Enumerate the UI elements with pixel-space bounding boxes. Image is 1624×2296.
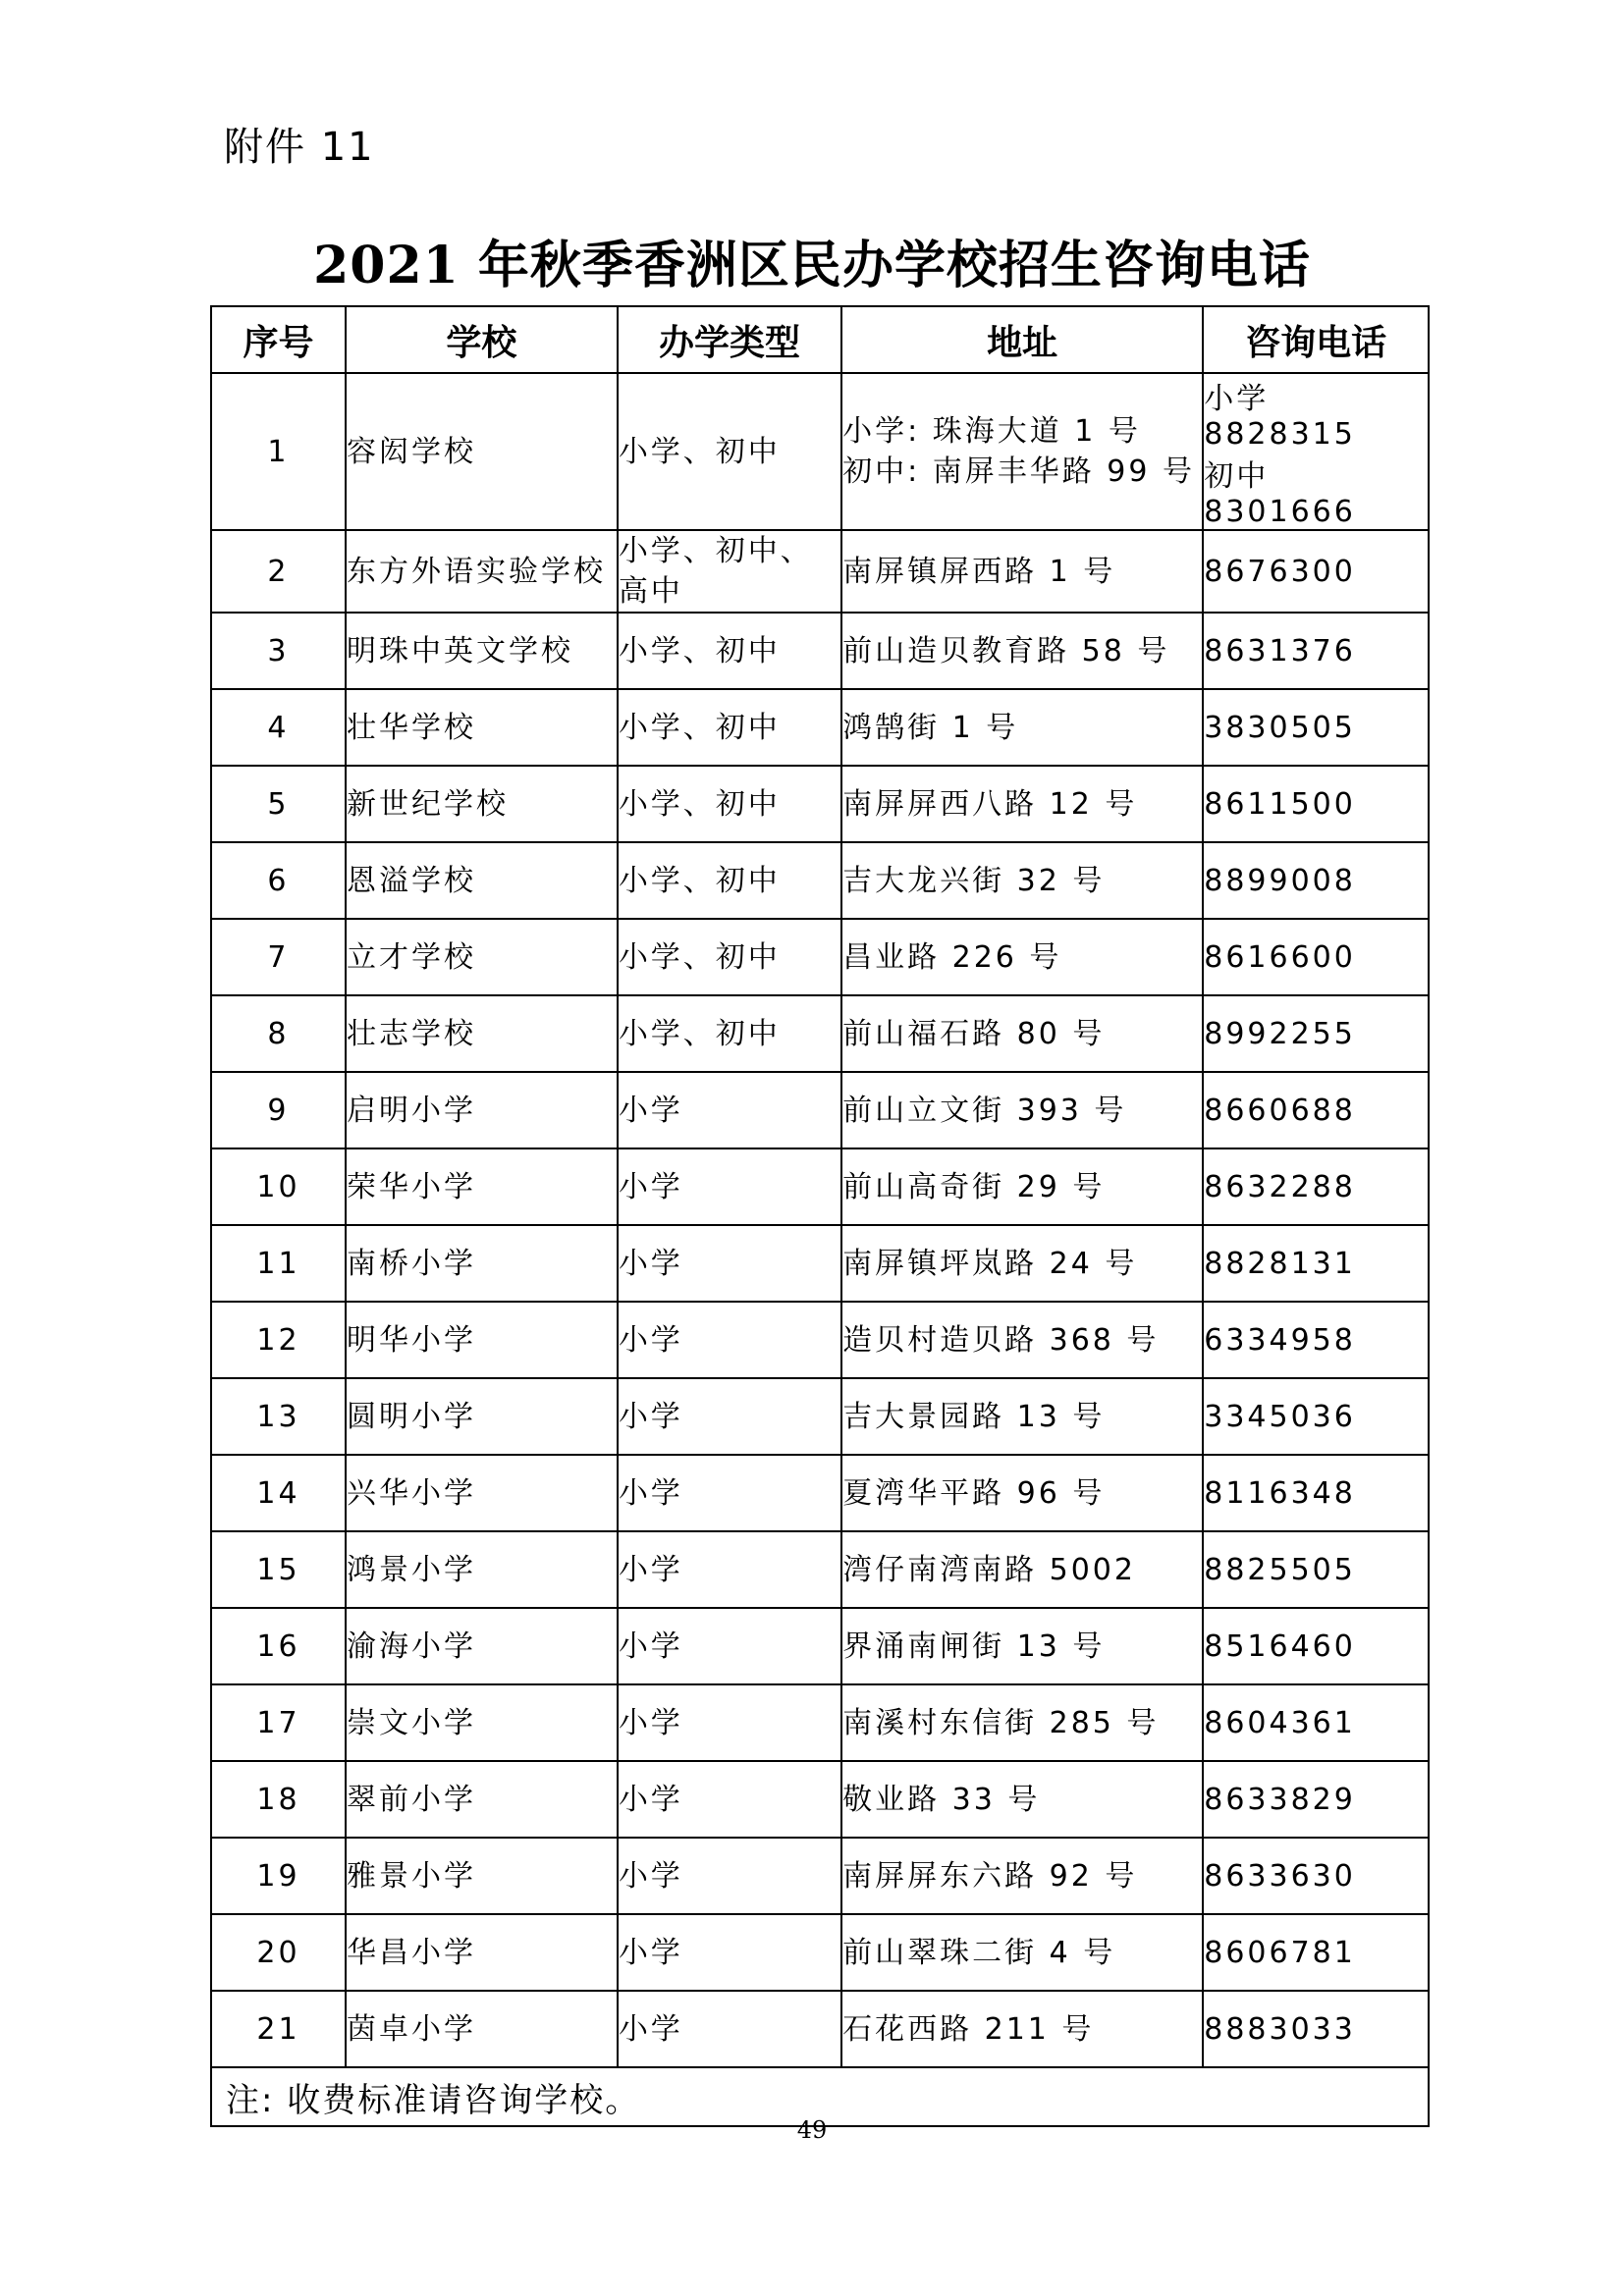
row-type: 小学 (618, 1608, 841, 1684)
phone-line: 8611500 (1204, 786, 1356, 822)
row-type: 小学 (618, 1148, 841, 1225)
header-school: 学校 (346, 306, 618, 373)
attachment-label: 附件 11 (224, 125, 375, 170)
table-row (211, 766, 1429, 842)
row-phone (1203, 1531, 1429, 1608)
row-school: 容闳学校 (346, 373, 618, 530)
phone-line: 8825505 (1204, 1552, 1356, 1587)
phone-line: 小学 8828315 (1204, 382, 1356, 452)
row-index: 14 (211, 1455, 346, 1531)
row-index: 9 (211, 1072, 346, 1148)
phone-line: 8633829 (1204, 1782, 1356, 1817)
row-school: 雅景小学 (346, 1838, 618, 1914)
row-type: 小学、初中 (618, 613, 841, 689)
row-address (841, 1761, 1203, 1838)
row-school: 茵卓小学 (346, 1991, 618, 2067)
row-address (841, 1378, 1203, 1455)
address-line: 前山高奇街 29 号 (842, 1169, 1106, 1204)
address-line: 前山翠珠二街 4 号 (842, 1935, 1116, 1970)
address-line: 昌业路 226 号 (842, 939, 1062, 975)
phone-line: 6334958 (1204, 1322, 1356, 1358)
table-row (211, 1225, 1429, 1302)
row-phone (1203, 1072, 1429, 1148)
phone-line: 8516460 (1204, 1629, 1356, 1664)
address-line: 南屏屏西八路 12 号 (842, 786, 1138, 822)
header-type: 办学类型 (618, 306, 841, 373)
phone-line: 初中 8301666 (1204, 459, 1356, 529)
address-line: 界涌南闸街 13 号 (842, 1629, 1106, 1664)
row-school: 华昌小学 (346, 1914, 618, 1991)
row-index: 5 (211, 766, 346, 842)
row-address (841, 1838, 1203, 1914)
row-type: 小学 (618, 1225, 841, 1302)
row-index: 18 (211, 1761, 346, 1838)
row-index: 13 (211, 1378, 346, 1455)
table-row (211, 1531, 1429, 1608)
table-row (211, 613, 1429, 689)
row-type: 小学 (618, 1684, 841, 1761)
row-phone (1203, 1225, 1429, 1302)
row-phone (1203, 1991, 1429, 2067)
row-phone (1203, 766, 1429, 842)
row-school: 南桥小学 (346, 1225, 618, 1302)
row-address (841, 842, 1203, 919)
address-line: 造贝村造贝路 368 号 (842, 1322, 1160, 1358)
row-school: 翠前小学 (346, 1761, 618, 1838)
table-row (211, 842, 1429, 919)
phone-line: 3345036 (1204, 1399, 1356, 1434)
row-phone (1203, 1148, 1429, 1225)
address-line: 前山福石路 80 号 (842, 1016, 1106, 1051)
row-address (841, 373, 1203, 530)
phone-line: 8606781 (1204, 1935, 1356, 1970)
row-index: 6 (211, 842, 346, 919)
row-school: 崇文小学 (346, 1684, 618, 1761)
row-address (841, 1991, 1203, 2067)
row-school: 启明小学 (346, 1072, 618, 1148)
row-school: 东方外语实验学校 (346, 530, 618, 613)
row-phone (1203, 1838, 1429, 1914)
address-line: 南屏镇屏西路 1 号 (842, 554, 1116, 589)
address-line: 石花西路 211 号 (842, 2011, 1095, 2047)
table-row (211, 373, 1429, 530)
header-phone: 咨询电话 (1203, 306, 1429, 373)
row-school: 兴华小学 (346, 1455, 618, 1531)
phone-line: 3830505 (1204, 710, 1356, 745)
phone-line: 8676300 (1204, 554, 1356, 589)
address-line: 前山立文街 393 号 (842, 1093, 1127, 1128)
table-row (211, 1684, 1429, 1761)
row-type: 小学、初中 (618, 373, 841, 530)
row-school: 恩溢学校 (346, 842, 618, 919)
row-type: 小学 (618, 1302, 841, 1378)
row-index: 16 (211, 1608, 346, 1684)
row-type: 小学、初中 (618, 919, 841, 995)
address-line: 鸿鹄街 1 号 (842, 710, 1019, 745)
header-address: 地址 (841, 306, 1203, 373)
row-index: 12 (211, 1302, 346, 1378)
table-row (211, 1838, 1429, 1914)
row-index: 11 (211, 1225, 346, 1302)
row-phone (1203, 1455, 1429, 1531)
address-line: 初中: 南屏丰华路 99 号 (842, 454, 1195, 489)
phone-line: 8632288 (1204, 1169, 1356, 1204)
row-index: 17 (211, 1684, 346, 1761)
row-address (841, 1072, 1203, 1148)
row-address (841, 1531, 1203, 1608)
row-phone (1203, 1914, 1429, 1991)
row-type: 小学、初中 (618, 995, 841, 1072)
address-line: 吉大龙兴街 32 号 (842, 863, 1106, 898)
phone-line: 8116348 (1204, 1475, 1356, 1511)
row-phone (1203, 995, 1429, 1072)
address-line: 南溪村东信街 285 号 (842, 1705, 1160, 1740)
row-school: 鸿景小学 (346, 1531, 618, 1608)
row-type: 小学 (618, 1838, 841, 1914)
row-phone (1203, 530, 1429, 613)
row-address (841, 1225, 1203, 1302)
address-line: 吉大景园路 13 号 (842, 1399, 1106, 1434)
page-title: 2021 年秋季香洲区民办学校招生咨询电话 (313, 236, 1311, 295)
row-index: 1 (211, 373, 346, 530)
table-row (211, 1914, 1429, 1991)
row-phone (1203, 842, 1429, 919)
row-type: 小学、初中 (618, 689, 841, 766)
row-index: 2 (211, 530, 346, 613)
row-address (841, 1914, 1203, 1991)
row-phone (1203, 1608, 1429, 1684)
table-row (211, 1072, 1429, 1148)
row-school: 渝海小学 (346, 1608, 618, 1684)
table-header-row (211, 306, 1429, 373)
phone-line: 8899008 (1204, 863, 1356, 898)
row-school: 圆明小学 (346, 1378, 618, 1455)
row-index: 20 (211, 1914, 346, 1991)
row-address (841, 766, 1203, 842)
address-line: 南屏屏东六路 92 号 (842, 1858, 1138, 1894)
phone-line: 8883033 (1204, 2011, 1356, 2047)
address-line: 湾仔南湾南路 5002 (842, 1552, 1136, 1587)
row-type: 小学 (618, 1991, 841, 2067)
row-index: 15 (211, 1531, 346, 1608)
table-body (211, 373, 1429, 2067)
page-number: 49 (796, 2116, 828, 2144)
table-row (211, 995, 1429, 1072)
row-index: 8 (211, 995, 346, 1072)
row-address (841, 689, 1203, 766)
row-phone (1203, 1684, 1429, 1761)
row-type: 小学 (618, 1072, 841, 1148)
row-type: 小学 (618, 1761, 841, 1838)
row-phone (1203, 919, 1429, 995)
table-row (211, 1148, 1429, 1225)
row-address (841, 1455, 1203, 1531)
address-line: 南屏镇坪岚路 24 号 (842, 1246, 1138, 1281)
row-address (841, 995, 1203, 1072)
row-address (841, 1148, 1203, 1225)
row-type: 小学 (618, 1378, 841, 1455)
row-index: 4 (211, 689, 346, 766)
row-index: 7 (211, 919, 346, 995)
phone-line: 8992255 (1204, 1016, 1356, 1051)
address-line: 小学: 珠海大道 1 号 (842, 414, 1141, 449)
row-school: 新世纪学校 (346, 766, 618, 842)
row-index: 10 (211, 1148, 346, 1225)
table-row (211, 919, 1429, 995)
row-index: 3 (211, 613, 346, 689)
table-row (211, 1991, 1429, 2067)
table-row (211, 1378, 1429, 1455)
row-type: 小学、初中 (618, 842, 841, 919)
row-school: 明珠中英文学校 (346, 613, 618, 689)
phone-line: 8633630 (1204, 1858, 1356, 1894)
phone-line: 8828131 (1204, 1246, 1356, 1281)
address-line: 夏湾华平路 96 号 (842, 1475, 1106, 1511)
row-address (841, 530, 1203, 613)
note-text: 注: 收费标准请咨询学校。 (211, 2067, 1429, 2126)
row-phone (1203, 613, 1429, 689)
table-row (211, 530, 1429, 613)
phone-line: 8604361 (1204, 1705, 1356, 1740)
row-type: 小学 (618, 1531, 841, 1608)
address-line: 前山造贝教育路 58 号 (842, 633, 1170, 668)
schools-table (210, 305, 1430, 2127)
table-row (211, 689, 1429, 766)
row-address (841, 1684, 1203, 1761)
header-index: 序号 (211, 306, 346, 373)
row-school: 明华小学 (346, 1302, 618, 1378)
row-index: 19 (211, 1838, 346, 1914)
table-row (211, 1302, 1429, 1378)
row-school: 立才学校 (346, 919, 618, 995)
row-address (841, 613, 1203, 689)
row-type: 小学、初中、高中 (618, 530, 841, 613)
row-phone (1203, 373, 1429, 530)
table-row (211, 1761, 1429, 1838)
phone-line: 8660688 (1204, 1093, 1356, 1128)
row-index: 21 (211, 1991, 346, 2067)
address-line: 敬业路 33 号 (842, 1782, 1041, 1817)
row-type: 小学、初中 (618, 766, 841, 842)
row-phone (1203, 689, 1429, 766)
table-row (211, 1608, 1429, 1684)
table-row (211, 1455, 1429, 1531)
row-type: 小学 (618, 1914, 841, 1991)
row-address (841, 919, 1203, 995)
row-phone (1203, 1302, 1429, 1378)
row-type: 小学 (618, 1455, 841, 1531)
row-phone (1203, 1378, 1429, 1455)
phone-line: 8616600 (1204, 939, 1356, 975)
row-address (841, 1302, 1203, 1378)
row-phone (1203, 1761, 1429, 1838)
phone-line: 8631376 (1204, 633, 1356, 668)
row-address (841, 1608, 1203, 1684)
row-school: 荣华小学 (346, 1148, 618, 1225)
row-school: 壮志学校 (346, 995, 618, 1072)
row-school: 壮华学校 (346, 689, 618, 766)
